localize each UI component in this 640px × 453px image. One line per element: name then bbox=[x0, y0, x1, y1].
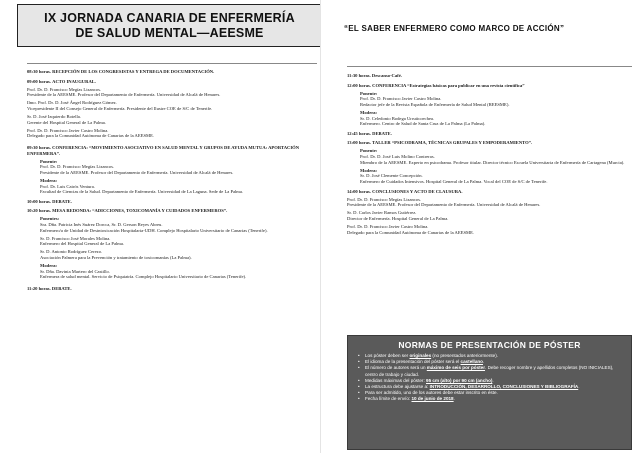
session-time: 12:00 horas. bbox=[347, 82, 371, 88]
session-block bbox=[347, 83, 637, 127]
session-block bbox=[347, 131, 637, 137]
speaker-name: Prof. Dr. D. Francisco Javier Castro Molina. bbox=[347, 223, 429, 229]
role-label: Ponente: bbox=[360, 148, 378, 154]
session-title: ACTO INAUGURAL. bbox=[52, 78, 96, 84]
speaker-desc: Enfermero de Cuidados Intensivos. Hospital General de La Palma. Vocal del COE de S/C de Tenerife. bbox=[360, 178, 548, 184]
speaker-name: Prof. Dr. Luis Cairós Ventura. bbox=[40, 183, 95, 189]
event-title-line2: DE SALUD MENTAL—AEESME bbox=[75, 26, 264, 40]
speaker-desc: Delegado para la Comunidad Autónoma de Canarias de la AEESME. bbox=[27, 133, 155, 139]
role-label: Modera: bbox=[40, 177, 58, 183]
speaker-name: Ilmo. Prof. Dr. D. José Ángel Rodríguez Gómez. bbox=[27, 100, 117, 106]
speaker-desc: Delegado para la Comunidad Autónoma de Canarias de la AEESME. bbox=[347, 229, 475, 235]
session-block bbox=[27, 208, 317, 280]
session-block bbox=[27, 79, 317, 139]
poster-norms-box bbox=[347, 335, 632, 450]
speaker-desc: Facultad de Ciencias de la Salud. Departamento de Enfermería. Universidad de La Laguna. Sede de La Palma. bbox=[40, 189, 244, 195]
speaker-name: Sra. Dña. Patricia Inés Suárez Dorcca, Sr. D. Gerson Reyes Abreu. bbox=[40, 221, 163, 227]
session-time: 12:45 horas. bbox=[347, 130, 371, 136]
session-time: 08:30 horas. bbox=[27, 69, 51, 74]
speaker-name: Sr. D. José Izquierdo Botella. bbox=[27, 114, 81, 120]
session-time: 11:30 horas. bbox=[347, 73, 371, 78]
session-block bbox=[347, 73, 637, 79]
session-block bbox=[27, 286, 317, 292]
norms-item: • Fecha límite de envío: 10 de junio de 2018. bbox=[356, 396, 623, 402]
norms-item: • El idioma de la presentación del póster será el castellano. bbox=[356, 359, 623, 365]
session-block bbox=[27, 199, 317, 205]
norms-title: NORMAS DE PRESENTACIÓN DE PÓSTER bbox=[398, 340, 581, 350]
role-label: Ponente: bbox=[40, 158, 58, 164]
norms-item: • Medidas máximas del póster: 95 cm (alto) por 90 cm (ancho). bbox=[356, 378, 623, 384]
session-time: 11:20 horas. bbox=[27, 285, 51, 291]
role-label: Modera: bbox=[40, 263, 58, 269]
session-title: MESA REDONDA: “ADICCIONES, TOXICOMANÍA Y CUIDADOS ENFERMEROS”. bbox=[52, 208, 228, 214]
norms-item: • El número de autores será un máximo de seis por póster. Debe recoger nombre y apellidos completos (NO INICIALES), centro de trabajo y ciudad. bbox=[356, 365, 623, 377]
divider bbox=[347, 66, 632, 67]
speaker-desc: Presidente de la AEESME. Profesor del Departamento de Enfermería. Universidad de Alcalá de Henares. bbox=[27, 92, 221, 98]
session-block bbox=[347, 189, 637, 236]
speaker-name: Sr. D. Carlos Javier Ramos Gutiérrez. bbox=[347, 210, 417, 216]
speaker-desc: Director de Enfermería. Hospital General de La Palma. bbox=[347, 215, 449, 221]
speaker-name: Sr. D. Francisco José Morales Molina. bbox=[40, 235, 111, 241]
speaker-name: Prof. Dr. D. José Luis Molino Contreras. bbox=[360, 154, 435, 160]
role-label: Modera: bbox=[360, 167, 378, 173]
speaker-name: Prof. Dr. D. Francisco Megías Lizancos. bbox=[27, 86, 102, 92]
event-motto: “EL SABER ENFERMERO COMO MARCO DE ACCIÓN” bbox=[344, 24, 565, 33]
session-block bbox=[347, 140, 637, 184]
speaker-name: Sr. Dña. Davinia Martero del Castillo. bbox=[40, 268, 110, 274]
session-time: 14:00 horas. bbox=[347, 188, 371, 194]
norms-item: • La estructura debe ajustarse a: INTRODUCCIÓN, DESARROLLO, CONCLUSIONES Y BIBLIOGRAFÍA. bbox=[356, 384, 623, 390]
speaker-desc: Presidente de la AEESME. Profesor del Departamento de Enfermería. Universidad de Alcalá de Henares. bbox=[347, 202, 541, 208]
speaker-desc: Enfermero/a de Unidad de Desintoxicación Hospitalaria-UDH. Complejo Hospitalario Universitario de Canarias (Tenerife). bbox=[40, 227, 268, 233]
session-title: CONFERENCIA “Estrategias básicas para publicar en una revista científica” bbox=[372, 82, 525, 88]
session-time: 10:00 horas. bbox=[27, 198, 51, 204]
session-title: Descanso-Café. bbox=[371, 73, 402, 78]
speaker-desc: Miembro de la AEESME. Experto en psicodrama. Profesor titular. Director técnico Escuela Universitaria de Enfermería de Cartagena (Murcia). bbox=[360, 159, 625, 165]
event-title-line1: IX JORNADA CANARIA DE ENFERMERÍA bbox=[44, 11, 295, 25]
program-right bbox=[347, 73, 637, 239]
session-title: RECEPCIÓN DE LOS CONGRESISTAS Y ENTREGA DE DOCUMENTACIÓN. bbox=[52, 69, 215, 74]
speaker-name: Sr. D. José Clemente Concepción. bbox=[360, 173, 423, 179]
divider bbox=[27, 63, 317, 64]
program-left bbox=[27, 69, 317, 295]
norms-item: • Los póster deben ser originales (no presentados anteriormente). bbox=[356, 353, 623, 359]
event-title-box bbox=[17, 4, 320, 47]
session-time: 09:00 horas. bbox=[27, 78, 51, 84]
speaker-name: Sr. D. Celedonio Bodega Urruticoechea. bbox=[360, 115, 435, 121]
session-title: DEBATE. bbox=[372, 130, 392, 136]
session-time: 10:20 horas. bbox=[27, 208, 51, 214]
speaker-desc: Enfermero del Hospital General de La Palma. bbox=[40, 241, 125, 247]
speaker-name: Prof. Dr. D. Francisco Javier Castro Molina. bbox=[27, 127, 109, 133]
speaker-name: Prof. Dr. D. Francisco Megías Lizancos. bbox=[40, 164, 115, 170]
role-label: Modera: bbox=[360, 109, 378, 115]
session-title: DEBATE. bbox=[52, 198, 72, 204]
session-title: CONCLUSIONES Y ACTO DE CLAUSURA. bbox=[372, 188, 463, 194]
speaker-desc: Presidente de la AEESME. Profesor del Departamento de Enfermería. Universidad de Alcalá de Henares. bbox=[40, 169, 234, 175]
session-title: DEBATE. bbox=[51, 285, 72, 291]
session-time: 13:00 horas. bbox=[347, 140, 371, 146]
speaker-desc: Redactor jefe de la Revista Española de Enfermería de Salud Mental (REESME). bbox=[360, 101, 510, 107]
speaker-name: Prof. Dr. D. Francisco Javier Castro Molina. bbox=[360, 96, 442, 102]
session-title: TALLER “PSICODRAMA, TÉCNICAS GRUPALES Y EMPODERAMIENTO”. bbox=[372, 140, 533, 146]
speaker-desc: Asociación Palmera para la Prevención y tratamiento de toxicomanías (La Palma). bbox=[40, 254, 192, 260]
speaker-name: Prof. Dr. D. Francisco Megías Lizancos. bbox=[347, 196, 422, 202]
session-time: 09:30 horas. bbox=[27, 144, 51, 150]
speaker-desc: Enfermero. Centro de Salud de Santa Cruz de La Palma (La Palma). bbox=[360, 121, 486, 127]
norms-list bbox=[356, 353, 623, 403]
session-title: CONFERENCIA: “MOVIMIENTO ASOCIATIVO EN SALUD MENTAL Y GRUPOS DE AYUDA MUTUA: APORTACIÓN ENFERMERA”. bbox=[27, 144, 300, 156]
norms-item: • Para ser admitido, uno de los autores debe estar inscrito en éste. bbox=[356, 390, 623, 396]
session-block bbox=[27, 145, 317, 195]
role-label: Ponente: bbox=[360, 90, 378, 96]
role-label: Ponentes: bbox=[40, 216, 60, 222]
session-block bbox=[27, 69, 317, 75]
speaker-name: Sr. D. Antonio Rodríguez Cerezo. bbox=[40, 249, 103, 255]
speaker-desc: Enfermera de salud mental. Servicio de Psiquiatría. Complejo Hospitalario Universitario de Canarias (Tenerife). bbox=[40, 274, 247, 280]
speaker-desc: Gerente del Hospital General de La Palma. bbox=[27, 119, 106, 125]
speaker-desc: Vicepresidente II del Consejo General de Enfermería. Presidente del Ilustre COE de S/C de Tenerife. bbox=[27, 105, 213, 111]
